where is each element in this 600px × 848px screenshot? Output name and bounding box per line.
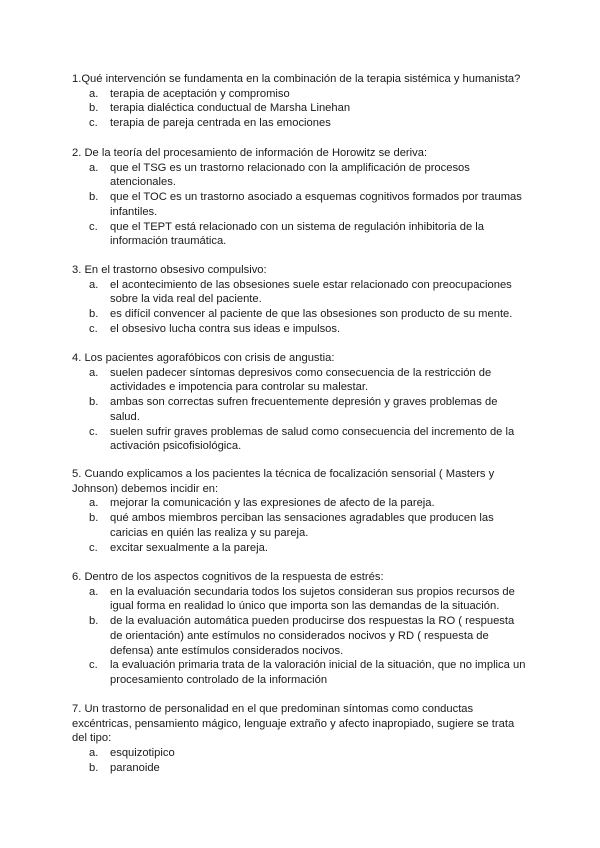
option-text: de la evaluación automática pueden producirse dos respuestas la RO ( respuesta de orientación) ante estímulos no considerados nocivos y RD ( respuesta de defensa) ante estímulos considerados nocivos.	[110, 615, 515, 657]
option-item	[72, 307, 527, 322]
options-list	[72, 278, 527, 337]
question-title: 2. De la teoría del procesamiento de información de Horowitz se deriva:	[72, 147, 428, 159]
question-title: 3. En el trastorno obsesivo compulsivo:	[72, 264, 267, 276]
question-title: 6. Dentro de los aspectos cognitivos de la respuesta de estrés:	[72, 571, 384, 583]
option-text: mejorar la comunicación y las expresiones de afecto de la pareja.	[110, 497, 435, 510]
option-letter: c.	[89, 541, 98, 554]
option-letter: c.	[89, 117, 98, 130]
option-letter: a.	[89, 585, 99, 598]
option-letter: a.	[89, 747, 99, 760]
option-letter: c.	[89, 322, 98, 335]
question-1	[72, 72, 527, 131]
option-item	[72, 614, 527, 658]
option-text: terapia dialéctica conductual de Marsha Linehan	[110, 102, 351, 115]
option-item	[72, 101, 527, 116]
question-2	[72, 146, 527, 249]
option-item	[72, 278, 527, 307]
options-list	[72, 746, 527, 775]
option-text: ambas son correctas sufren frecuentemente depresión y graves problemas de salud.	[110, 396, 498, 423]
question-5	[72, 467, 527, 555]
question-title: 1.Qué intervención se fundamenta en la combinación de la terapia sistémica y humanista?	[72, 73, 521, 85]
options-list	[72, 585, 527, 688]
option-item	[72, 425, 527, 454]
option-letter: a.	[89, 278, 99, 291]
option-item	[72, 511, 527, 540]
option-letter: c.	[89, 220, 98, 233]
option-text: esquizotipico	[110, 747, 175, 760]
question-3	[72, 263, 527, 337]
option-letter: b.	[89, 615, 99, 628]
option-item	[72, 585, 527, 614]
question-4	[72, 351, 527, 454]
question-title: 5. Cuando explicamos a los pacientes la técnica de focalización sensorial ( Masters y Johnson) debemos incidir en:	[72, 468, 495, 495]
option-letter: b.	[89, 396, 99, 409]
option-letter: b.	[89, 761, 99, 774]
option-text: paranoide	[110, 761, 160, 774]
options-list	[72, 161, 527, 249]
option-item	[72, 658, 527, 687]
option-text: la evaluación primaria trata de la valoración inicial de la situación, que no implica un procesamiento controlado de la información	[110, 659, 526, 686]
option-item	[72, 190, 527, 219]
option-item	[72, 161, 527, 190]
option-letter: c.	[89, 659, 98, 672]
option-item	[72, 761, 527, 776]
option-text: excitar sexualmente a la pareja.	[110, 541, 268, 554]
options-list	[72, 366, 527, 454]
option-text: suelen padecer síntomas depresivos como consecuencia de la restricción de actividades e impotencia para controlar su malestar.	[110, 366, 492, 394]
option-letter: b.	[89, 308, 99, 321]
option-text: es difícil convencer al paciente de que las obsesiones son producto de su mente.	[110, 308, 513, 321]
question-title: 7. Un trastorno de personalidad en el que predominan síntomas como conductas excéntricas, pensamiento mágico, lenguaje extraño y afecto inapropiado, sugiere se trata del tipo:	[72, 703, 515, 745]
option-item	[72, 541, 527, 556]
option-item	[72, 116, 527, 131]
options-list	[72, 496, 527, 555]
option-text: suelen sufrir graves problemas de salud como consecuencia del incremento de la activación psicofisiológica.	[110, 425, 515, 453]
option-text: el obsesivo lucha contra sus ideas e impulsos.	[110, 322, 341, 335]
option-text: qué ambos miembros perciban las sensaciones agradables que producen las caricias en quién las realiza y su pareja.	[110, 512, 494, 539]
option-text: el acontecimiento de las obsesiones suele estar relacionado con preocupaciones sobre la vida real del paciente.	[110, 278, 512, 306]
option-text: en la evaluación secundaria todos los sujetos consideran sus propios recursos de igual forma en realidad lo único que importa son las demandas de la situación.	[110, 585, 515, 613]
option-letter: c.	[89, 425, 98, 438]
question-6	[72, 570, 527, 688]
question-7	[72, 702, 527, 776]
option-letter: b.	[89, 512, 99, 525]
option-text: que el TOC es un trastorno asociado a esquemas cognitivos formados por traumas infantiles.	[110, 191, 522, 218]
question-title: 4. Los pacientes agorafóbicos con crisis de angustia:	[72, 352, 335, 364]
option-letter: b.	[89, 102, 99, 115]
option-letter: a.	[89, 161, 99, 174]
option-letter: a.	[89, 87, 99, 100]
option-item	[72, 87, 527, 102]
option-item	[72, 220, 527, 249]
option-letter: b.	[89, 191, 99, 204]
option-text: terapia de pareja centrada en las emociones	[110, 117, 331, 130]
option-text: que el TEPT está relacionado con un sistema de regulación inhibitoria de la información traumática.	[110, 220, 484, 248]
option-letter: a.	[89, 497, 99, 510]
option-letter: a.	[89, 366, 99, 379]
option-item	[72, 496, 527, 511]
option-text: que el TSG es un trastorno relacionado con la amplificación de procesos atencionales.	[110, 161, 470, 189]
option-item	[72, 395, 527, 424]
option-item	[72, 322, 527, 337]
option-item	[72, 366, 527, 395]
option-item	[72, 746, 527, 761]
options-list	[72, 87, 527, 131]
option-text: terapia de aceptación y compromiso	[110, 87, 290, 100]
